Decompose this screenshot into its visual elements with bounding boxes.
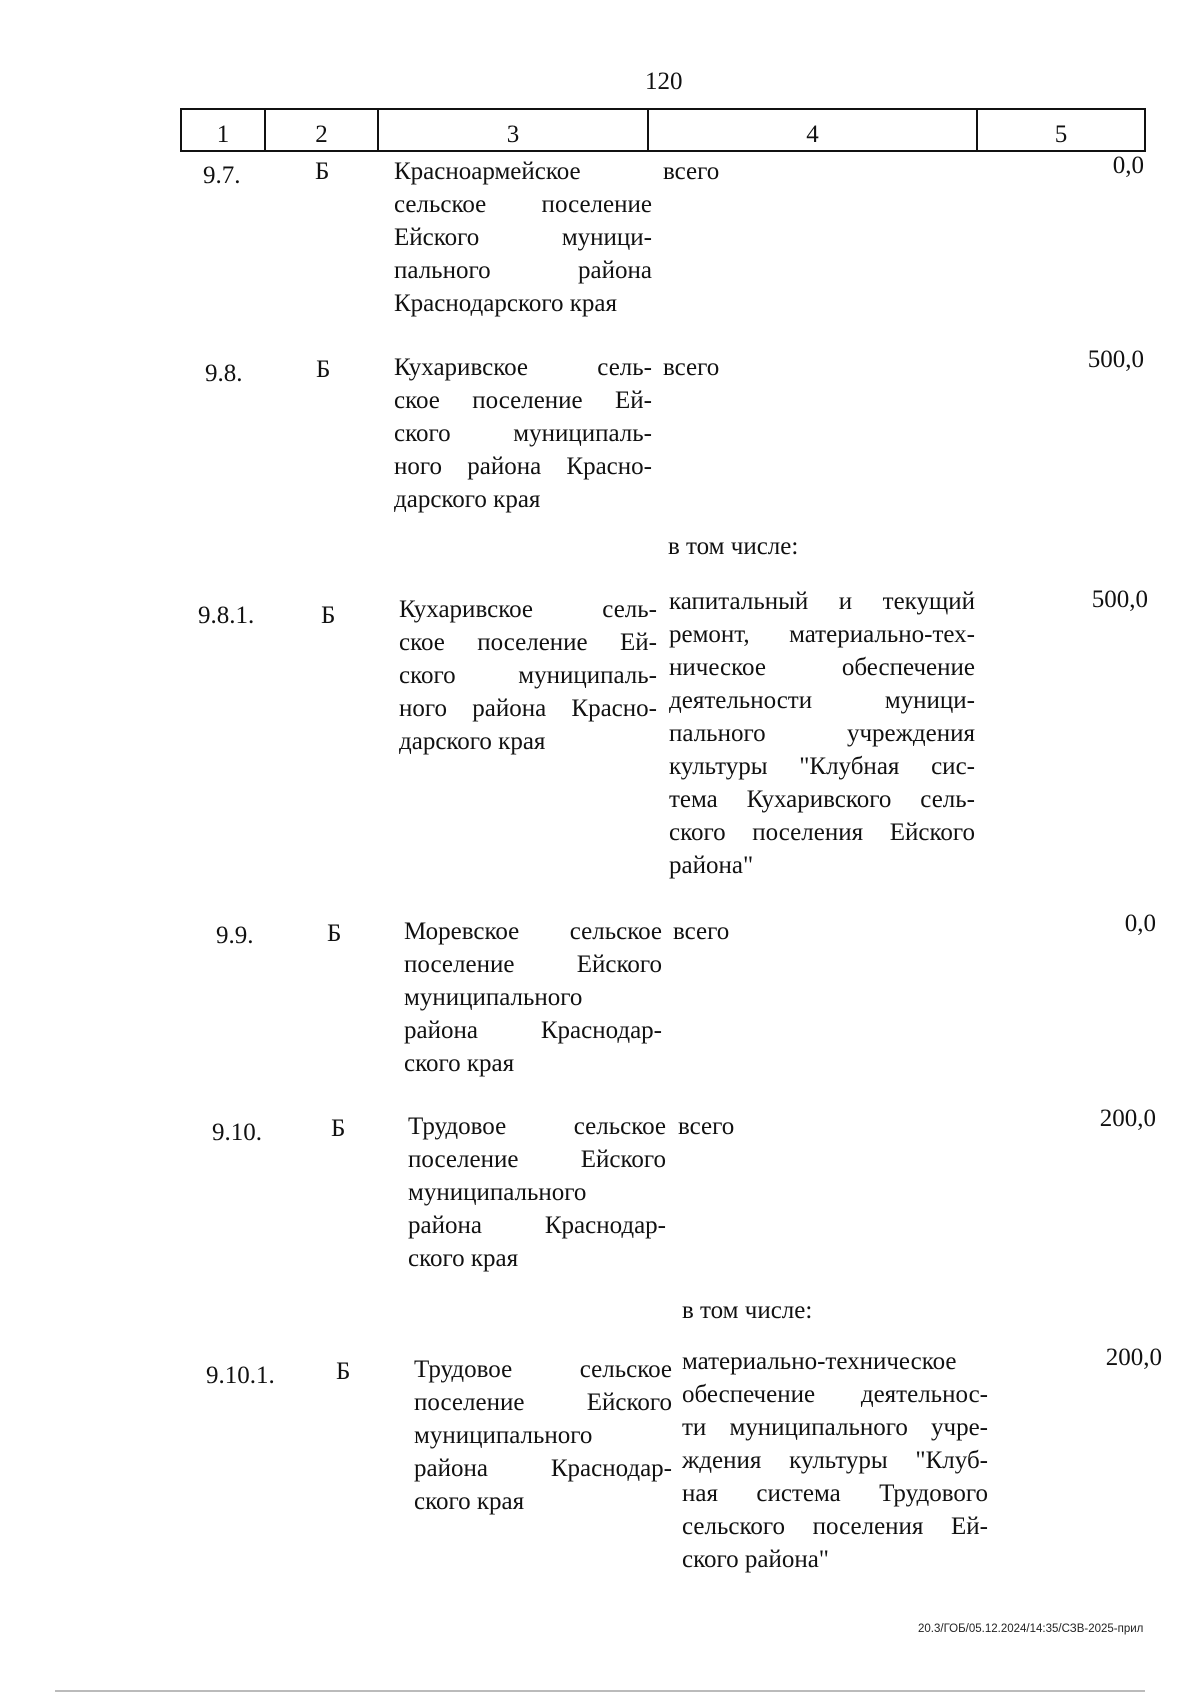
row-description: материально-техническое обеспечение деятельнос- ти муниципального учре- ждения культуры "Клуб- ная система Трудового сельского поселения Ей- ского района" [682,1348,988,1573]
row-entity-name: Моревское сельское поселение Ейского муниципального района Краснодар- ского края [404,918,662,1077]
table-row [0,910,1200,1085]
row-type: Б [315,158,330,185]
row-entity-name: Красноармейское сельское поселение Ейского муници- пального района Краснодарского края [394,158,652,317]
row-value: 200,0 [1099,1105,1156,1132]
row-type: Б [321,602,336,629]
column-header-2: 2 [265,109,378,151]
row-entity-name: Трудовое сельское поселение Ейского муниципального района Краснодар- ского края [414,1356,672,1515]
subtotal-caption: в том числе: [682,1297,813,1324]
row-description: всего [663,158,720,185]
column-header-3: 3 [378,109,648,151]
row-description: всего [663,354,720,381]
table-row [0,1345,1200,1585]
table-row [0,346,1200,521]
page-number: 120 [645,68,683,95]
row-description: капитальный и текущий ремонт, материально-тех- ническое обеспечение деятельности муници- пального учреждения культуры "Клубная сис- тема Кухаривского сель- ского поселения Ейского района" [669,588,975,879]
row-value: 0,0 [1112,152,1144,179]
row-description: всего [678,1113,735,1140]
row-number: 9.9. [216,922,254,949]
row-type: Б [316,356,331,383]
row-entity-name: Кухаривское сель- ское поселение Ей- ского муниципаль- ного района Красно- дарского края [399,596,657,755]
row-number: 9.7. [203,162,241,189]
column-header-4: 4 [648,109,977,151]
column-header-row [180,108,1146,152]
table-row [0,152,1200,325]
row-value: 200,0 [1105,1344,1162,1371]
column-header-5: 5 [977,109,1145,151]
row-entity-name: Трудовое сельское поселение Ейского муниципального района Краснодар- ского края [408,1113,666,1272]
row-type: Б [336,1358,351,1385]
row-description: всего [673,918,730,945]
row-value: 500,0 [1087,346,1144,373]
row-number: 9.8. [205,360,243,387]
subtotal-caption: в том числе: [668,533,799,560]
column-header-1: 1 [181,109,265,151]
row-value: 500,0 [1091,586,1148,613]
scan-edge-line [55,1690,1145,1692]
row-type: Б [327,920,342,947]
row-entity-name: Кухаривское сель- ское поселение Ей- ского муниципаль- ного района Красно- дарского края [394,354,652,513]
document-reference-stamp: 20.3/ГОБ/05.12.2024/14:35/СЗВ-2025-прил [918,1623,1144,1635]
row-number: 9.10. [212,1119,262,1146]
table-row [0,1105,1200,1280]
row-value: 0,0 [1124,910,1156,937]
row-number: 9.8.1. [198,602,255,629]
table-row [0,585,1200,895]
row-type: Б [331,1115,346,1142]
row-number: 9.10.1. [206,1362,275,1389]
